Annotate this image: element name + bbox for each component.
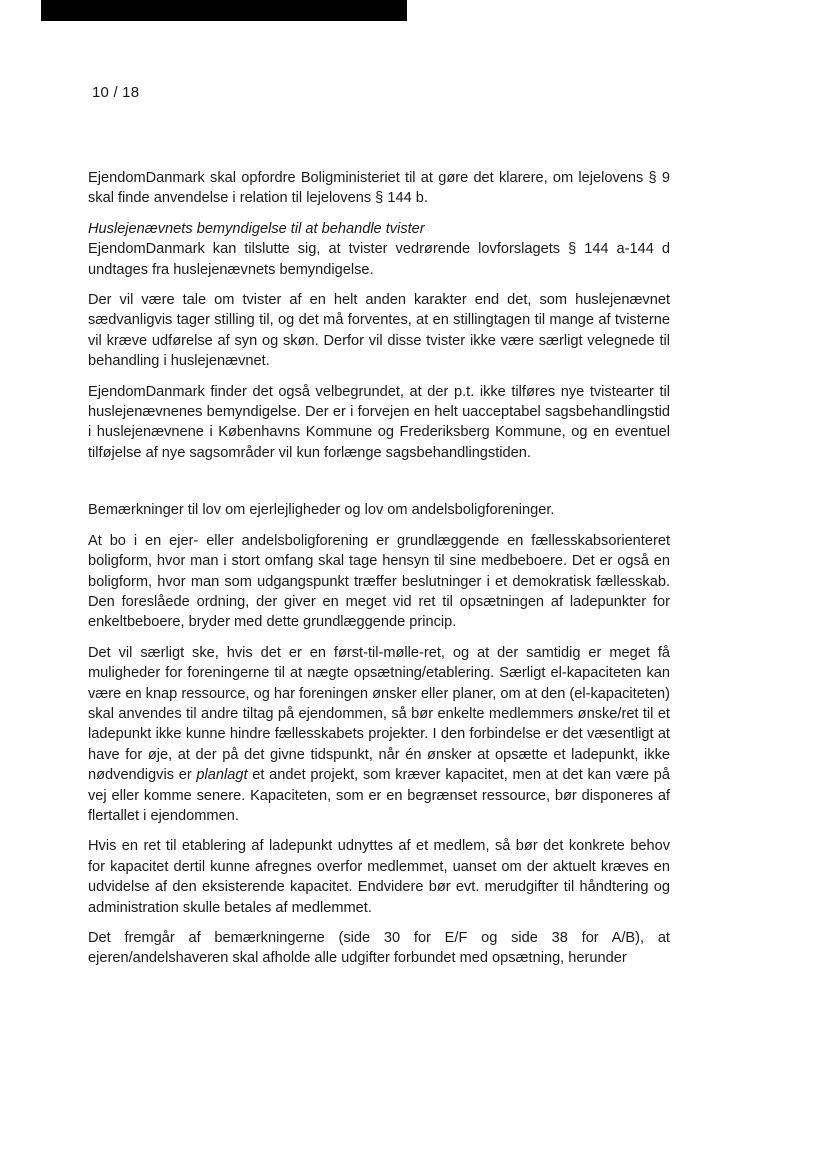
paragraph <box>88 643 670 827</box>
paragraph-text: et andet projekt, som kræver kapacitet, men at det kan være på vej eller komme senere. Kapaciteten, som er en begrænset ressource, bør disponeres af flertallet i ejendommen. <box>88 767 670 824</box>
paragraph: At bo i en ejer- eller andelsboligforening er grundlæggende en fællesskabsorienteret boligform, hvor man i stort omfang skal tage hensyn til sine medbeboere. Det er også en boligform, hvor man som udgangspunkt træffer beslutninger i et demokratisk fællesskab. Den foreslåede ordning, der giver en meget vid ret til opsætningen af ladepunkter for enkeltbeboere, bryder med dette grundlæggende princip. <box>88 532 670 631</box>
header-bar <box>41 0 407 21</box>
paragraph-text: Det vil særligt ske, hvis det er en først-til-mølle-ret, og at der samtidig er meget få muligheder for foreningerne til at nægte opsætning/etablering. Særligt el-kapaciteten kan være en knap ressource, og har foreningen ønsker eller planer, om at den (el-kapaciteten) skal anvendes til andre tiltag på ejendommen, så bør enkelte medlemmers ønske/ret til et ladepunkt ikke kunne hindre fællesskabets projekter. I den forbindelse er det væsentligt at have for øje, at der på det givne tidspunkt, når én ønsker at opsætte et ladepunkt, ikke nødvendigvis er <box>88 644 670 784</box>
paragraph-with-subheading <box>88 219 670 280</box>
paragraph: EjendomDanmark skal opfordre Boligministeriet til at gøre det klarere, om lejelovens § 9 skal finde anvendelse i relation til lejelovens § 144 b. <box>88 170 670 207</box>
paragraph: Hvis en ret til etablering af ladepunkt udnyttes af et medlem, så bør det konkrete behov for kapacitet dertil kunne afregnes overfor medlemmet, uanset om der aktuelt kræves en udvidelse af den eksisterende kapacitet. Endvidere bør evt. merudgifter til håndtering og administration skulle betales af medlemmet. <box>88 838 670 916</box>
document-body <box>88 168 670 979</box>
section-heading: Bemærkninger til lov om ejerlejligheder og lov om andelsboligforeninger. <box>88 502 555 519</box>
emphasis-text: planlagt <box>196 767 248 784</box>
paragraph: Det fremgår af bemærkningerne (side 30 for E/F og side 38 for A/B), at ejeren/andelshaveren skal afholde alle udgifter forbundet med opsætning, herunder <box>88 930 670 967</box>
subheading: Huslejenævnets bemyndigelse til at behandle tvister <box>88 220 425 237</box>
paragraph-text: EjendomDanmark kan tilslutte sig, at tvister vedrørende lovforslagets § 144 a-144 d undtages fra huslejenævnets bemyndigelse. <box>88 241 670 278</box>
paragraph: Der vil være tale om tvister af en helt anden karakter end det, som huslejenævnet sædvanligvis tager stilling til, og det må forventes, at en stillingtagen til mange af tvisterne vil kræve udførelse af syn og skøn. Derfor vil disse tvister ikke være særligt velegnede til behandling i huslejenævnet. <box>88 292 670 370</box>
page-number: 10 / 18 <box>92 84 140 101</box>
paragraph: EjendomDanmark finder det også velbegrundet, at der p.t. ikke tilføres nye tvistearter til huslejenævnenes bemyndigelse. Der er i forvejen en helt uacceptabel sagsbehandlingstid i huslejenævnene i Københavns Kommune og Frederiksberg Kommune, og en eventuel tilføjelse af nye sagsområder vil kun forlænge sagsbehandlingstiden. <box>88 383 670 461</box>
